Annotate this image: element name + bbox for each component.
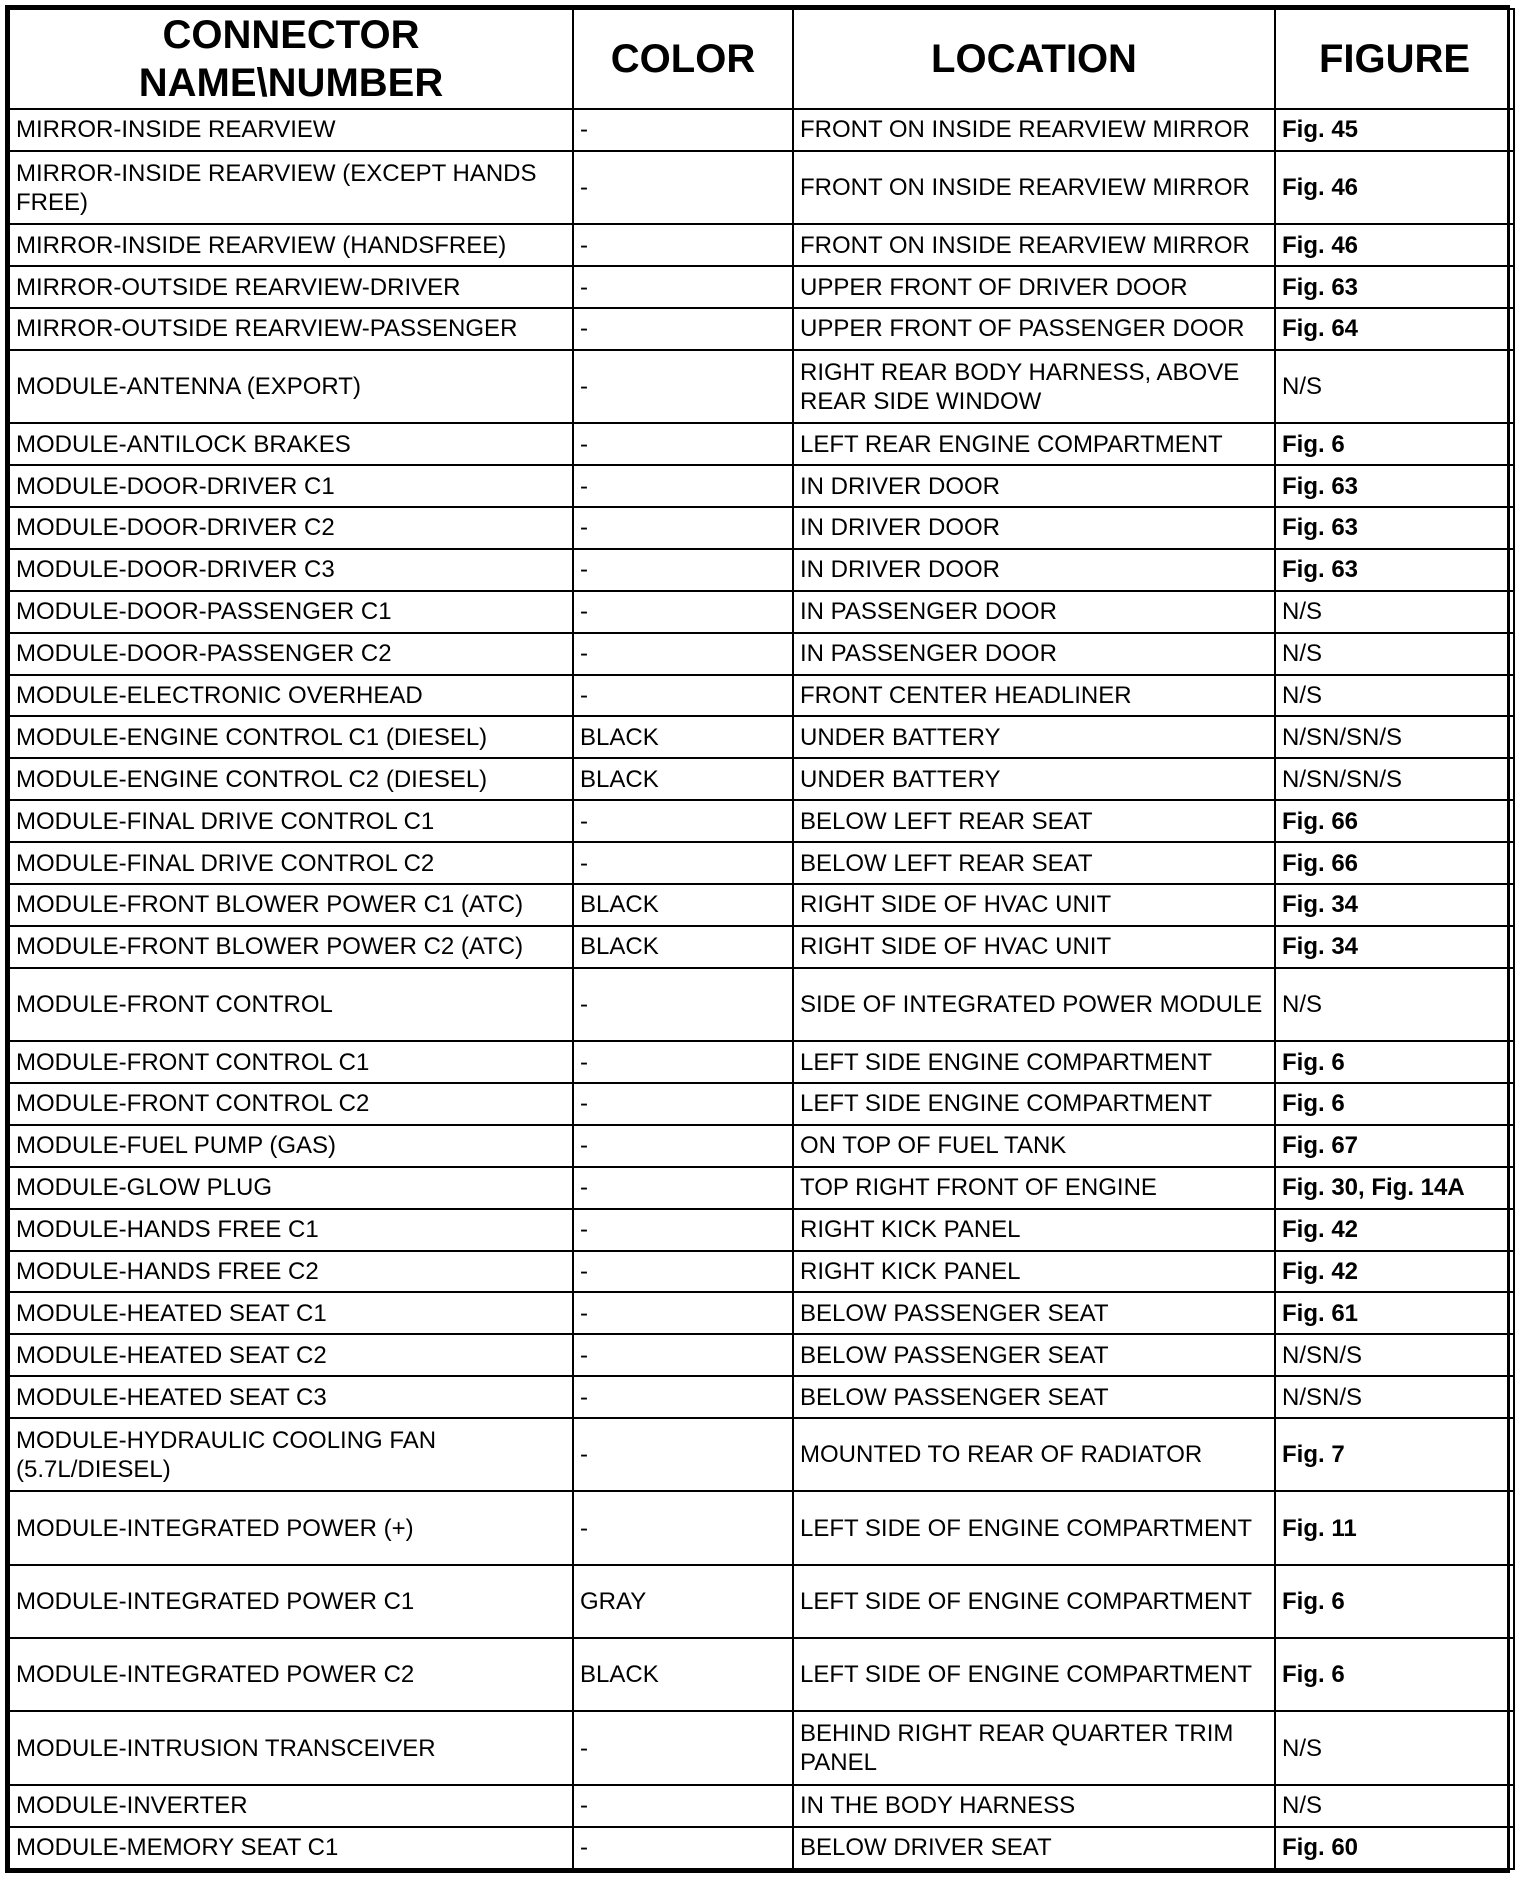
cell-location: FRONT CENTER HEADLINER <box>793 675 1275 717</box>
cell-connector-name: MODULE-DOOR-DRIVER C2 <box>9 507 573 549</box>
cell-location: IN DRIVER DOOR <box>793 507 1275 549</box>
cell-color: BLACK <box>573 758 793 800</box>
cell-color: - <box>573 1827 793 1869</box>
cell-connector-name: MODULE-INTEGRATED POWER (+) <box>9 1491 573 1564</box>
cell-connector-name: MODULE-FRONT BLOWER POWER C2 (ATC) <box>9 926 573 968</box>
cell-color: - <box>573 1209 793 1251</box>
cell-location: RIGHT SIDE OF HVAC UNIT <box>793 884 1275 926</box>
table-row <box>9 884 1514 926</box>
cell-connector-name: MODULE-HANDS FREE C1 <box>9 1209 573 1251</box>
cell-connector-name: MODULE-FRONT CONTROL <box>9 968 573 1041</box>
table-row <box>9 507 1514 549</box>
cell-color: - <box>573 1167 793 1209</box>
cell-figure: N/SN/SN/S <box>1275 716 1514 758</box>
cell-color: - <box>573 842 793 884</box>
cell-figure: Fig. 46 <box>1275 151 1514 224</box>
table-row <box>9 1785 1514 1827</box>
cell-figure: Fig. 6 <box>1275 1565 1514 1638</box>
table-body <box>9 109 1514 1869</box>
cell-connector-name: MODULE-INTEGRATED POWER C1 <box>9 1565 573 1638</box>
header-color: COLOR <box>573 9 793 109</box>
cell-color: - <box>573 549 793 591</box>
cell-color: - <box>573 1334 793 1376</box>
cell-color: - <box>573 1292 793 1334</box>
cell-color: - <box>573 151 793 224</box>
table-row <box>9 633 1514 675</box>
cell-connector-name: MODULE-INVERTER <box>9 1785 573 1827</box>
cell-connector-name: MIRROR-INSIDE REARVIEW (EXCEPT HANDS FREE) <box>9 151 573 224</box>
cell-connector-name: MODULE-FINAL DRIVE CONTROL C1 <box>9 800 573 842</box>
table-header-row <box>9 9 1514 109</box>
cell-color: BLACK <box>573 884 793 926</box>
cell-location: RIGHT KICK PANEL <box>793 1251 1275 1293</box>
table-row <box>9 1209 1514 1251</box>
cell-location: RIGHT SIDE OF HVAC UNIT <box>793 926 1275 968</box>
cell-connector-name: MODULE-ANTENNA (EXPORT) <box>9 350 573 423</box>
table-row <box>9 224 1514 266</box>
cell-figure: Fig. 6 <box>1275 1041 1514 1083</box>
table-row <box>9 1167 1514 1209</box>
cell-color: - <box>573 423 793 465</box>
table-row <box>9 350 1514 423</box>
table-row <box>9 842 1514 884</box>
cell-location: IN DRIVER DOOR <box>793 549 1275 591</box>
cell-location: ON TOP OF FUEL TANK <box>793 1125 1275 1167</box>
cell-location: IN PASSENGER DOOR <box>793 591 1275 633</box>
cell-figure: N/S <box>1275 633 1514 675</box>
cell-location: BELOW PASSENGER SEAT <box>793 1292 1275 1334</box>
cell-location: FRONT ON INSIDE REARVIEW MIRROR <box>793 224 1275 266</box>
cell-location: BELOW PASSENGER SEAT <box>793 1334 1275 1376</box>
cell-connector-name: MIRROR-INSIDE REARVIEW (HANDSFREE) <box>9 224 573 266</box>
cell-color: - <box>573 1418 793 1491</box>
cell-color: - <box>573 266 793 308</box>
cell-connector-name: MODULE-FRONT BLOWER POWER C1 (ATC) <box>9 884 573 926</box>
cell-figure: N/S <box>1275 591 1514 633</box>
cell-connector-name: MODULE-DOOR-DRIVER C3 <box>9 549 573 591</box>
table-row <box>9 1827 1514 1869</box>
cell-figure: Fig. 66 <box>1275 800 1514 842</box>
cell-color: - <box>573 224 793 266</box>
table-row <box>9 1376 1514 1418</box>
table-row <box>9 1292 1514 1334</box>
cell-figure: Fig. 61 <box>1275 1292 1514 1334</box>
cell-connector-name: MODULE-ELECTRONIC OVERHEAD <box>9 675 573 717</box>
header-location: LOCATION <box>793 9 1275 109</box>
cell-connector-name: MODULE-FRONT CONTROL C2 <box>9 1083 573 1125</box>
cell-figure: Fig. 30, Fig. 14A <box>1275 1167 1514 1209</box>
cell-connector-name: MODULE-INTRUSION TRANSCEIVER <box>9 1711 573 1784</box>
cell-color: - <box>573 308 793 350</box>
cell-color: - <box>573 675 793 717</box>
table-row <box>9 1491 1514 1564</box>
cell-connector-name: MODULE-FUEL PUMP (GAS) <box>9 1125 573 1167</box>
table-row <box>9 308 1514 350</box>
cell-connector-name: MIRROR-INSIDE REARVIEW <box>9 109 573 151</box>
table-row <box>9 1083 1514 1125</box>
cell-color: BLACK <box>573 716 793 758</box>
cell-connector-name: MODULE-INTEGRATED POWER C2 <box>9 1638 573 1711</box>
cell-connector-name: MODULE-ENGINE CONTROL C1 (DIESEL) <box>9 716 573 758</box>
cell-color: GRAY <box>573 1565 793 1638</box>
cell-connector-name: MODULE-HEATED SEAT C1 <box>9 1292 573 1334</box>
cell-color: - <box>573 1251 793 1293</box>
cell-connector-name: MODULE-HEATED SEAT C3 <box>9 1376 573 1418</box>
header-connector-line2: NAME\NUMBER <box>138 61 444 105</box>
cell-connector-name: MODULE-ENGINE CONTROL C2 (DIESEL) <box>9 758 573 800</box>
cell-figure: N/S <box>1275 350 1514 423</box>
cell-color: BLACK <box>573 1638 793 1711</box>
cell-color: - <box>573 1711 793 1784</box>
cell-connector-name: MODULE-GLOW PLUG <box>9 1167 573 1209</box>
cell-location: LEFT REAR ENGINE COMPARTMENT <box>793 423 1275 465</box>
cell-connector-name: MODULE-HANDS FREE C2 <box>9 1251 573 1293</box>
cell-color: - <box>573 507 793 549</box>
cell-figure: N/SN/S <box>1275 1376 1514 1418</box>
table-row <box>9 800 1514 842</box>
cell-figure: Fig. 6 <box>1275 423 1514 465</box>
table-row <box>9 549 1514 591</box>
cell-connector-name: MODULE-DOOR-DRIVER C1 <box>9 465 573 507</box>
cell-figure: N/S <box>1275 1711 1514 1784</box>
table-row <box>9 926 1514 968</box>
cell-figure: Fig. 64 <box>1275 308 1514 350</box>
cell-figure: Fig. 63 <box>1275 266 1514 308</box>
table-row <box>9 1711 1514 1784</box>
cell-location: LEFT SIDE OF ENGINE COMPARTMENT <box>793 1565 1275 1638</box>
cell-figure: Fig. 60 <box>1275 1827 1514 1869</box>
cell-figure: Fig. 42 <box>1275 1251 1514 1293</box>
cell-figure: Fig. 66 <box>1275 842 1514 884</box>
table-row <box>9 758 1514 800</box>
table-row <box>9 968 1514 1041</box>
cell-figure: Fig. 6 <box>1275 1638 1514 1711</box>
cell-figure: Fig. 63 <box>1275 507 1514 549</box>
cell-connector-name: MODULE-ANTILOCK BRAKES <box>9 423 573 465</box>
cell-color: - <box>573 968 793 1041</box>
cell-color: - <box>573 1785 793 1827</box>
table-row <box>9 716 1514 758</box>
table-row <box>9 1251 1514 1293</box>
cell-location: IN DRIVER DOOR <box>793 465 1275 507</box>
cell-connector-name: MODULE-FINAL DRIVE CONTROL C2 <box>9 842 573 884</box>
cell-figure: N/S <box>1275 675 1514 717</box>
cell-color: - <box>573 591 793 633</box>
cell-connector-name: MODULE-HEATED SEAT C2 <box>9 1334 573 1376</box>
connector-table <box>8 8 1515 1870</box>
cell-connector-name: MODULE-DOOR-PASSENGER C1 <box>9 591 573 633</box>
cell-figure: Fig. 67 <box>1275 1125 1514 1167</box>
cell-figure: N/S <box>1275 1785 1514 1827</box>
cell-color: - <box>573 1041 793 1083</box>
cell-location: BELOW DRIVER SEAT <box>793 1827 1275 1869</box>
cell-location: RIGHT REAR BODY HARNESS, ABOVE REAR SIDE WINDOW <box>793 350 1275 423</box>
cell-color: - <box>573 109 793 151</box>
cell-location: UPPER FRONT OF DRIVER DOOR <box>793 266 1275 308</box>
cell-figure: Fig. 7 <box>1275 1418 1514 1491</box>
header-connector-line1: CONNECTOR <box>162 13 420 57</box>
header-connector-name <box>9 9 573 109</box>
cell-location: UPPER FRONT OF PASSENGER DOOR <box>793 308 1275 350</box>
cell-color: - <box>573 350 793 423</box>
cell-figure: Fig. 45 <box>1275 109 1514 151</box>
cell-location: LEFT SIDE ENGINE COMPARTMENT <box>793 1083 1275 1125</box>
cell-color: - <box>573 1491 793 1564</box>
cell-figure: Fig. 42 <box>1275 1209 1514 1251</box>
cell-location: LEFT SIDE OF ENGINE COMPARTMENT <box>793 1491 1275 1564</box>
cell-color: BLACK <box>573 926 793 968</box>
cell-location: FRONT ON INSIDE REARVIEW MIRROR <box>793 109 1275 151</box>
cell-location: RIGHT KICK PANEL <box>793 1209 1275 1251</box>
cell-figure: Fig. 34 <box>1275 884 1514 926</box>
table-row <box>9 266 1514 308</box>
cell-figure: Fig. 34 <box>1275 926 1514 968</box>
cell-color: - <box>573 633 793 675</box>
table-row <box>9 1638 1514 1711</box>
cell-location: UNDER BATTERY <box>793 716 1275 758</box>
table-row <box>9 1418 1514 1491</box>
table-row <box>9 1125 1514 1167</box>
table-row <box>9 1565 1514 1638</box>
cell-location: BELOW LEFT REAR SEAT <box>793 800 1275 842</box>
header-figure: FIGURE <box>1275 9 1514 109</box>
cell-figure: Fig. 46 <box>1275 224 1514 266</box>
cell-color: - <box>573 1083 793 1125</box>
cell-figure: Fig. 63 <box>1275 549 1514 591</box>
table-row <box>9 423 1514 465</box>
cell-location: BELOW LEFT REAR SEAT <box>793 842 1275 884</box>
cell-figure: Fig. 6 <box>1275 1083 1514 1125</box>
cell-location: IN PASSENGER DOOR <box>793 633 1275 675</box>
cell-color: - <box>573 465 793 507</box>
cell-location: LEFT SIDE OF ENGINE COMPARTMENT <box>793 1638 1275 1711</box>
connector-table-sheet <box>5 5 1510 1873</box>
cell-location: BEHIND RIGHT REAR QUARTER TRIM PANEL <box>793 1711 1275 1784</box>
cell-figure: Fig. 11 <box>1275 1491 1514 1564</box>
table-row <box>9 151 1514 224</box>
table-row <box>9 675 1514 717</box>
cell-location: UNDER BATTERY <box>793 758 1275 800</box>
cell-location: TOP RIGHT FRONT OF ENGINE <box>793 1167 1275 1209</box>
table-row <box>9 591 1514 633</box>
cell-figure: N/S <box>1275 968 1514 1041</box>
cell-connector-name: MODULE-MEMORY SEAT C1 <box>9 1827 573 1869</box>
cell-connector-name: MODULE-HYDRAULIC COOLING FAN (5.7L/DIESEL) <box>9 1418 573 1491</box>
cell-location: FRONT ON INSIDE REARVIEW MIRROR <box>793 151 1275 224</box>
cell-color: - <box>573 800 793 842</box>
cell-connector-name: MODULE-FRONT CONTROL C1 <box>9 1041 573 1083</box>
cell-location: SIDE OF INTEGRATED POWER MODULE <box>793 968 1275 1041</box>
cell-color: - <box>573 1125 793 1167</box>
cell-figure: N/SN/SN/S <box>1275 758 1514 800</box>
cell-figure: N/SN/S <box>1275 1334 1514 1376</box>
cell-location: BELOW PASSENGER SEAT <box>793 1376 1275 1418</box>
cell-connector-name: MIRROR-OUTSIDE REARVIEW-DRIVER <box>9 266 573 308</box>
cell-location: IN THE BODY HARNESS <box>793 1785 1275 1827</box>
cell-connector-name: MODULE-DOOR-PASSENGER C2 <box>9 633 573 675</box>
cell-color: - <box>573 1376 793 1418</box>
cell-location: LEFT SIDE ENGINE COMPARTMENT <box>793 1041 1275 1083</box>
cell-location: MOUNTED TO REAR OF RADIATOR <box>793 1418 1275 1491</box>
cell-figure: Fig. 63 <box>1275 465 1514 507</box>
cell-connector-name: MIRROR-OUTSIDE REARVIEW-PASSENGER <box>9 308 573 350</box>
table-row <box>9 1334 1514 1376</box>
table-row <box>9 1041 1514 1083</box>
table-row <box>9 109 1514 151</box>
table-row <box>9 465 1514 507</box>
